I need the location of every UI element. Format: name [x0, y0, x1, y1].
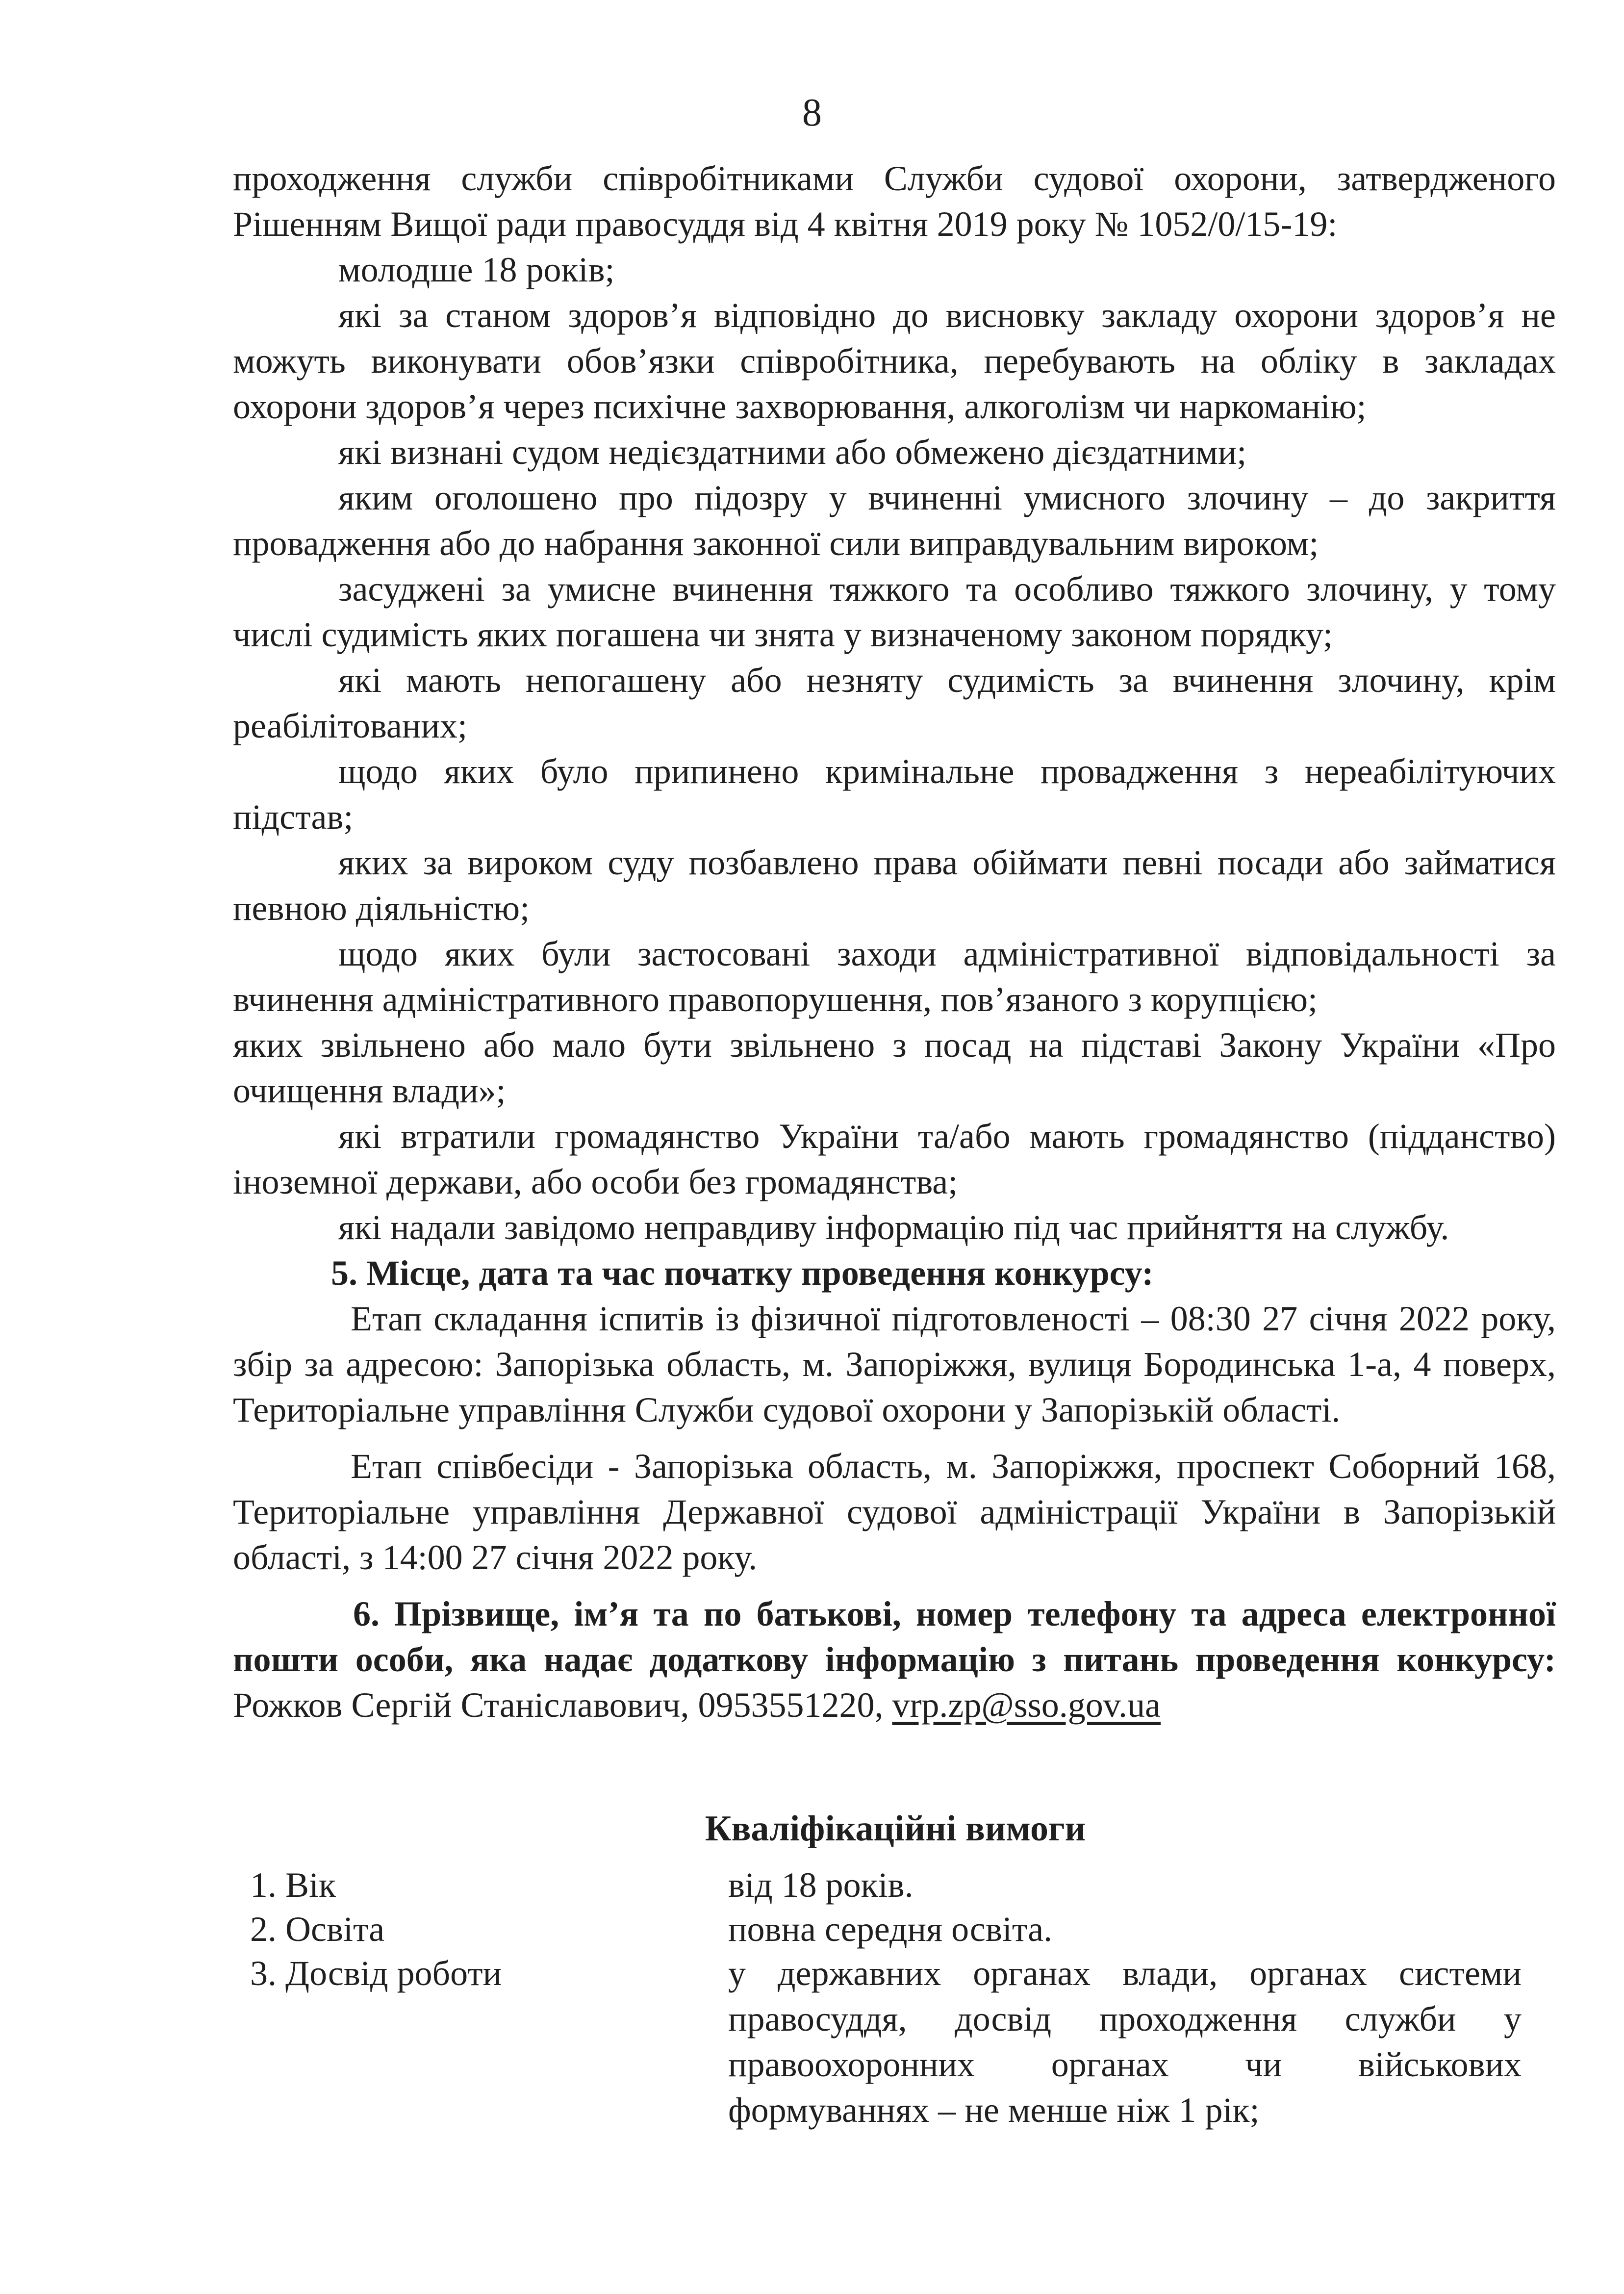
paragraph-intro: проходження служби співробітниками Служби судової охорони, затвердженого Рішенням Вищої ради правосуддя від 4 квітня 2019 року № 1052/0/15-19:: [233, 159, 1556, 244]
qualification-value: від 18 років.: [728, 1865, 914, 1905]
list-item-convicted: засуджені за умисне вчинення тяжкого та особливо тяжкого злочину, у тому числі судимість яких погашена чи знята у визначеному законом порядку;: [233, 569, 1556, 654]
qualifications-title: Кваліфікаційні вимоги: [705, 1809, 1086, 1849]
section-6: [233, 1591, 1556, 1728]
list-item-deprived-rights: яких за вироком суду позбавлено права обіймати певні посади або займатися певною діяльністю;: [233, 843, 1556, 928]
page-number: 8: [802, 91, 822, 134]
qualification-label: 2. Освіта: [250, 1910, 385, 1949]
list-item-lustration: яких звільнено або мало бути звільнено з посад на підставі Закону України «Про очищення влади»;: [233, 1025, 1556, 1110]
document-body: [233, 156, 1556, 1728]
qualification-label: 1. Вік: [250, 1865, 336, 1905]
list-item-suspicion: яким оголошено про підозру у вчиненні умисного злочину – до закриття провадження або до набрання законної сили виправдувальним вироком;: [233, 478, 1556, 563]
list-item-age: молодше 18 років;: [338, 250, 615, 289]
contact-email-link[interactable]: vrp.zp@sso.gov.ua: [892, 1685, 1161, 1725]
section-5-stage-interview: Етап співбесіди - Запорізька область, м. Запоріжжя, проспект Соборний 168, Територіальне управління Державної судової адміністрації України в Запорізькій області, з 14:00 27 січня 2022 року.: [233, 1447, 1556, 1577]
list-item-criminal-record: які мають непогашену або незняту судимість за вчинення злочину, крім реабілітованих;: [233, 661, 1556, 745]
section-6-heading: 6. Прізвище, ім’я та по батькові, номер телефону та адреса електронної пошти особи, яка надає додаткову інформацію з питань проведення конкурсу:: [233, 1594, 1556, 1679]
qualification-value: у державних органах влади, органах системи правосуддя, досвід проходження служби у правоохоронних органах чи військових формуваннях – не менше ніж 1 рік;: [728, 1954, 1522, 2130]
list-item-health: які за станом здоров’я відповідно до висновку закладу охорони здоров’я не можуть виконувати обов’язки співробітника, перебувають на обліку в закладах охорони здоров’я через психічне захворювання, алкоголізм чи наркоманію;: [233, 296, 1556, 426]
section-5-heading: 5. Місце, дата та час початку проведення конкурсу:: [331, 1253, 1154, 1293]
qualification-value: повна середня освіта.: [728, 1910, 1053, 1949]
list-item-citizenship: які втратили громадянство України та/або мають громадянство (підданство) іноземної держави, або особи без громадянства;: [233, 1117, 1556, 1201]
list-item-false-info: які надали завідомо неправдиву інформацію під час прийняття на службу.: [338, 1208, 1449, 1247]
list-item-corruption: щодо яких були застосовані заходи адміністративної відповідальності за вчинення адміністративного правопорушення, пов’язаного з корупцією;: [233, 934, 1556, 1019]
section-6-contact: Рожков Сергій Станіславович, 0953551220,: [233, 1685, 884, 1725]
section-5-stage-exams: Етап складання іспитів із фізичної підготовленості – 08:30 27 січня 2022 року, збір за адресою: Запорізька область, м. Запоріжжя, вулиця Бородинська 1-а, 4 поверх, Територіальне управління Служби судової охорони у Запорізькій області.: [233, 1299, 1556, 1429]
list-item-incapacity: які визнані судом недієздатними або обмежено дієздатними;: [338, 433, 1247, 472]
list-item-terminated-proceedings: щодо яких було припинено кримінальне провадження з нереабілітуючих підстав;: [233, 752, 1556, 837]
qualification-label: 3. Досвід роботи: [250, 1954, 502, 1993]
